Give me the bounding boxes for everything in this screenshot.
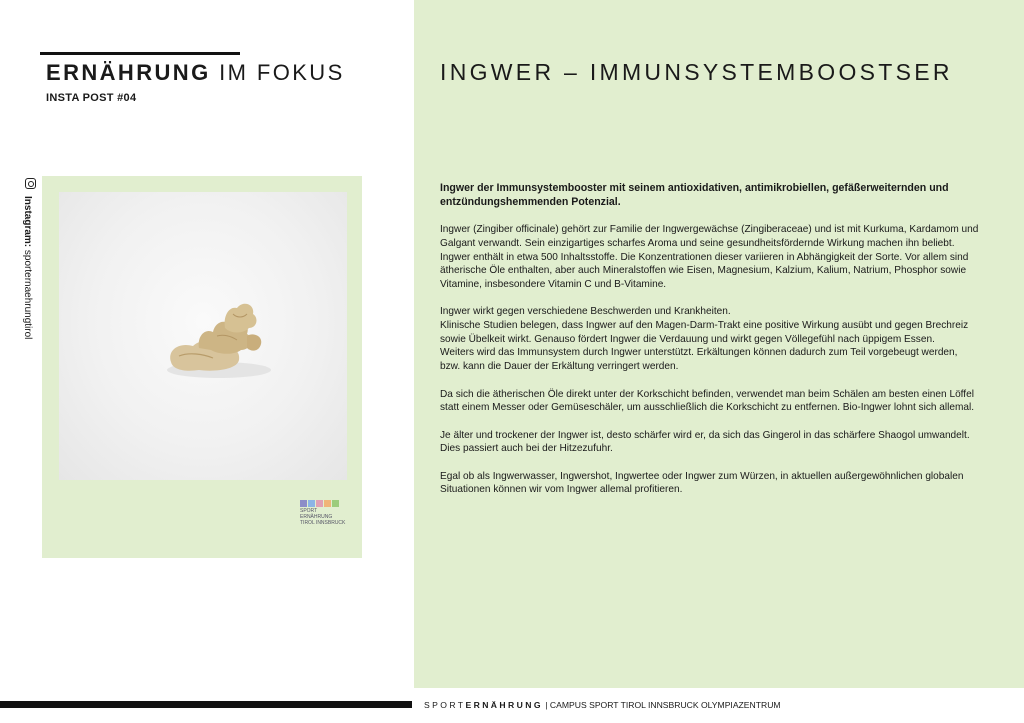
logo-square — [308, 500, 315, 507]
ginger-root-illustration — [159, 292, 279, 392]
footer-sport: SPORT — [424, 700, 466, 710]
logo-square — [324, 500, 331, 507]
article-paragraph-3: Da sich die ätherischen Öle direkt unter der Korkschicht befinden, verwendet man beim Schälen am besten einen Löffel statt einem Messer oder Gemüseschäler, um ausschließlich die Korkschicht zu entfernen. Bio-Ingwer lohnt sich allemal. — [440, 388, 975, 414]
brand-title-bold: ERNÄHRUNG — [46, 60, 211, 85]
paragraph-2c: Weiters wird das Immunsystem durch Ingwer unterstützt. Erkältungen können dadurch zum Teil vorgebeugt werden, bzw. kann die Dauer der Erkältung verringert werden. — [440, 347, 958, 373]
paragraph-2b: Klinische Studien belegen, dass Ingwer auf den Magen-Darm-Trakt eine positive Wirkung ausübt und gegen Brechreiz sowie Übelkeit wirkt. Genauso fördert Ingwer die Verdauung und wirkt gegen Völlegefühl nach üppigem Essen. — [440, 320, 969, 345]
article-body — [440, 182, 980, 511]
instagram-handle[interactable] — [22, 178, 44, 348]
post-number: INSTA POST #04 — [46, 92, 137, 104]
logo-square — [316, 500, 323, 507]
brand-title-rest: IM FOKUS — [210, 60, 345, 85]
article-paragraph-1 — [440, 223, 980, 292]
article-lead: Ingwer der Immunsystembooster mit seinem antioxidativen, antimikrobiellen, gefäßerweiternden und entzündungshemmenden Potenzial. — [440, 182, 949, 208]
article-title: INGWER – IMMUNSYSTEMBOOSTSER — [440, 59, 953, 85]
logo-square — [332, 500, 339, 507]
logo-squares — [300, 500, 346, 507]
footer-ernaehrung: ERNÄHRUNG — [465, 700, 543, 710]
instagram-account: sporternaehrungtirol — [22, 247, 33, 340]
instagram-text — [22, 196, 33, 339]
brand-rule — [40, 52, 240, 55]
article-paragraph-4: Je älter und trockener der Ingwer ist, desto schärfer wird er, da sich das Gingerol in das schärfere Shaogol umwandelt. Dies passiert auch bei der Hitzezufuhr. — [440, 429, 970, 455]
sport-ernaehrung-logo — [300, 500, 346, 526]
paragraph-1a: Ingwer (Zingiber officinale) gehört zur Familie der Ingwergewächse (Zingiberaceae) und ist mit Kurkuma, Kardamom und Galgant verwandt. Sein einzigartiges scharfes Aroma und seine gesundheitsfördernde Wirkung machen ihn beliebt. — [440, 224, 979, 249]
logo-line1: SPORT ERNÄHRUNG — [300, 508, 333, 520]
instagram-label: Instagram: — [22, 196, 33, 248]
ginger-photo — [59, 192, 347, 480]
footer-rule — [0, 701, 412, 708]
instagram-icon — [25, 178, 36, 189]
paragraph-2a: Ingwer wirkt gegen verschiedene Beschwerden und Krankheiten. — [440, 306, 731, 318]
brand-title — [46, 60, 345, 86]
article-paragraph-2 — [440, 305, 980, 374]
article-paragraph-5: Egal ob als Ingwerwasser, Ingwershot, Ingwertee oder Ingwer zum Würzen, in aktuellen außergewöhnlichen globalen Situationen können wir vom Ingwer allemal profitieren. — [440, 470, 964, 496]
logo-square — [300, 500, 307, 507]
logo-line2: TIROL INNSBRUCK — [300, 520, 346, 526]
footer-text — [424, 700, 781, 710]
footer-rest: | CAMPUS SPORT TIROL INNSBRUCK OLYMPIAZENTRUM — [542, 700, 781, 710]
paragraph-1b: Ingwer enthält in etwa 500 Inhaltsstoffe. Die Konzentrationen dieser variieren in Abhängigkeit der Sorte. Vor allem sind ätherische Öle enthalten, aber auch Mineralstoffen wie Eisen, Magnesium, Kalzium, Kalium, Natrium, Phosphor sowie Vitamine, insbesondere Vitamin C und B-Vitamine. — [440, 251, 969, 290]
